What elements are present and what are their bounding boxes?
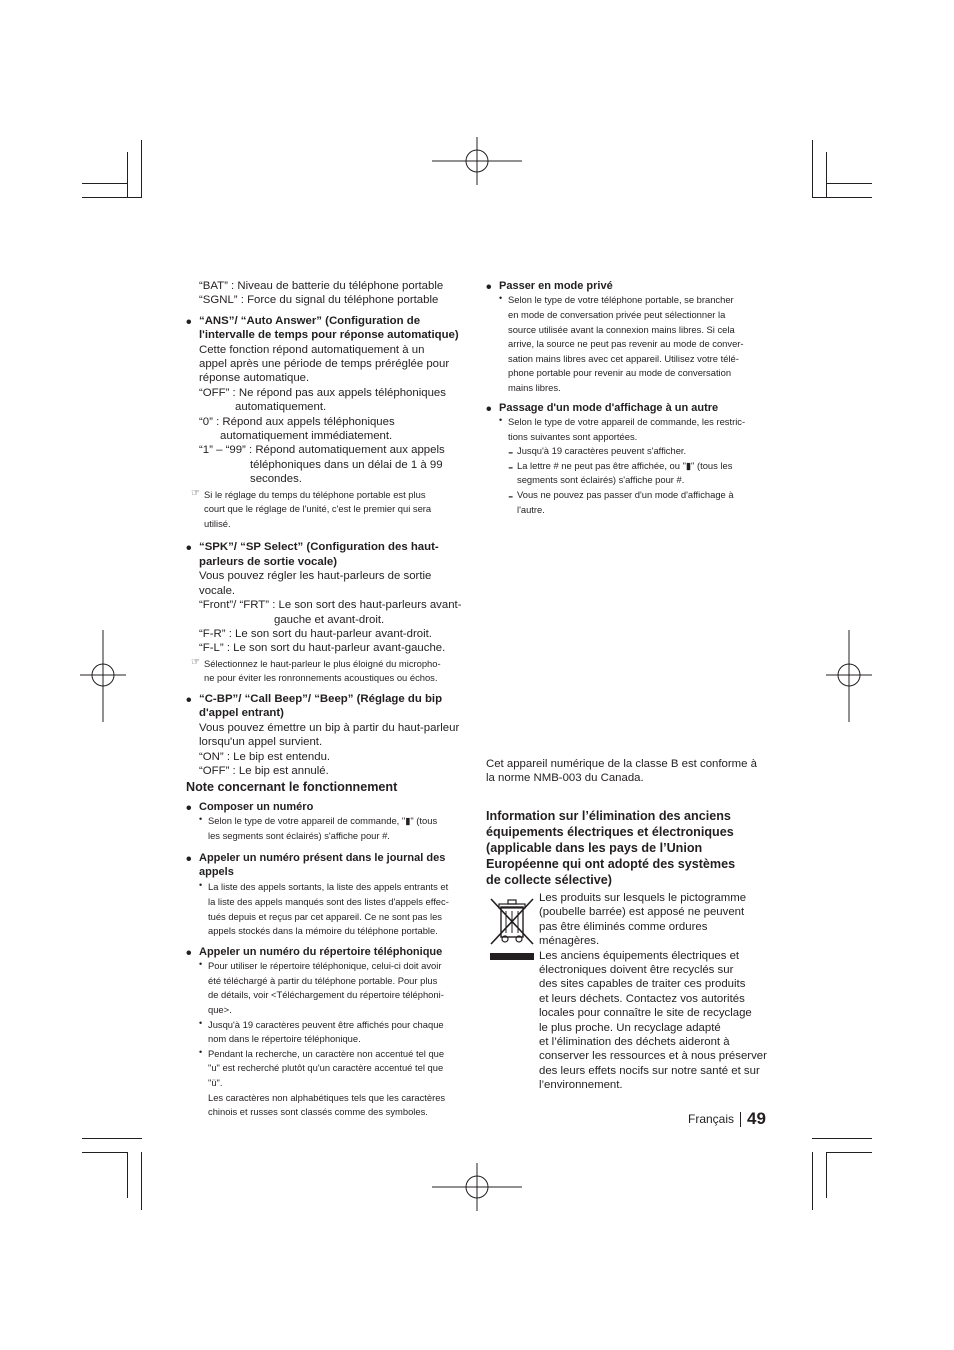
note-heading: Note concernant le fonctionnement — [186, 780, 398, 794]
compose-title: Composer un numéro — [199, 801, 314, 813]
prive-section — [486, 279, 771, 396]
affichage-d1: - Jusqu'à 19 caractères peuvent s'afficher. — [508, 444, 771, 459]
repertoire-item-1-line: été téléchargé à partir du téléphone portable. Pour plus — [208, 974, 438, 986]
journal-title-2: appels — [199, 866, 234, 878]
spk-title: “SPK”/ “SP Select” (Configuration des haut- — [199, 541, 439, 554]
ans-section — [186, 313, 479, 532]
ans-zero-1: “0” : Répond aux appels téléphoniques — [199, 415, 395, 428]
journal-text-4: appels stockés dans la mémoire du téléphone portable. — [208, 925, 438, 937]
repertoire-item-1-line: Pour utiliser le répertoire téléphonique, celui-ci doit avoir — [208, 960, 442, 972]
repertoire-item-2-line: nom dans le répertoire téléphonique. — [208, 1033, 361, 1045]
ans-title-2: l'intervalle de temps pour réponse automatique) — [199, 329, 459, 342]
journal-text: • La liste des appels sortants, la liste des appels entrants et la liste des appels manqués sont des listes d'appels effec- tués depuis et reçus par cet appareil. Ce ne sont pas les appels stockés dans la mémoire du téléphone portable. — [199, 880, 476, 938]
right-column — [486, 279, 771, 517]
repertoire-item-1: • Pour utiliser le répertoire téléphonique, celui-ci doit avoir été téléchargé à partir du téléphone portable. Pour plus de détails, voir <Téléchargement du répertoire téléphoni- que>. — [199, 959, 476, 1017]
operation-notes — [186, 779, 476, 1120]
weee-line: pas être éliminés comme ordures — [539, 920, 708, 933]
prive-line: en mode de conversation privée peut sélectionner la — [508, 309, 726, 320]
affichage-d3-line: Vous ne pouvez pas passer d'un mode d'affichage à — [517, 488, 734, 500]
repertoire-item-3-line: Pendant la recherche, un caractère non accentué tel que — [208, 1047, 445, 1059]
compose-text-1: Selon le type de votre appareil de commande, "▮" (tous — [208, 815, 438, 827]
cbp-section — [186, 691, 479, 778]
cbp-desc-2: lorsqu'un appel survient. — [199, 736, 323, 749]
weee-line: et leurs déchets. Contactez vos autorités — [539, 992, 745, 1005]
affichage-d2-line: segments sont éclairés) s'affiche pour #. — [517, 474, 685, 486]
cbp-title-2: d'appel entrant) — [199, 707, 284, 720]
repertoire-extra-line: Les caractères non alphabétiques tels que les caractères — [208, 1091, 446, 1103]
repertoire-item-3: • Pendant la recherche, un caractère non accentué tel que "u" est recherché plutôt qu'un caractère accentué tel que "ü". Les caractères non alphabétiques tels que les caractères chinois et russes sont classés comme des symboles. — [199, 1047, 476, 1120]
journal-text-2: la liste des appels manqués sont des listes d'appels effec- — [208, 896, 449, 907]
compose-text-2: les segments sont éclairés) s'affiche pour #. — [208, 830, 390, 841]
prive-line: sation mains libres avec cet appareil. Utilisez votre télé- — [508, 352, 739, 364]
repertoire-item-1-line: de détails, voir <Téléchargement du répertoire téléphoni- — [208, 989, 444, 1001]
repertoire-item-1-line: que>. — [208, 1003, 232, 1015]
bullet: • — [486, 400, 492, 418]
weee-line: des sites capables de traiter ces produits — [539, 978, 746, 991]
ans-desc-1: Cette fonction répond automatiquement à un — [199, 343, 425, 356]
weee-line: Les anciens équipements électriques et — [539, 949, 740, 962]
bullet: • — [186, 800, 192, 817]
repertoire-item-3-line: "u" est recherché plutôt qu'un caractère accentué tel que — [208, 1062, 444, 1074]
ans-off-1: “OFF” : Ne répond pas aux appels téléphoniques — [199, 386, 446, 399]
weee-line: électroniques doivent être recyclés sur — [539, 964, 734, 977]
ans-desc-3: réponse automatique. — [199, 372, 310, 385]
journal-text-1: La liste des appels sortants, la liste des appels entrants et — [208, 881, 449, 893]
weee-line: l’environnement. — [539, 1079, 623, 1092]
bullet: • — [486, 279, 492, 296]
weee-line: des leurs effets nocifs sur notre santé et sur — [539, 1064, 760, 1077]
spk-front-1: “Front”/ “FRT” : Le son sort des haut-parleurs avant- — [199, 599, 462, 612]
weee-line: et l’élimination des déchets aideront à — [539, 1036, 730, 1049]
status-sgnl: “SGNL” : Force du signal du téléphone portable — [199, 294, 439, 307]
cbp-desc-3: “ON” : Le bip est entendu. — [199, 750, 331, 763]
ans-range-1: “1” – “99” : Répond automatiquement aux appels — [199, 444, 445, 457]
bullet: • — [186, 691, 192, 709]
ans-range-3: secondes. — [250, 473, 302, 486]
weee-line: conserver les ressources et à nous préserver — [539, 1050, 767, 1063]
affichage-line: tions suivantes sont apportées. — [508, 430, 638, 442]
bullet: • — [186, 850, 192, 868]
journal-text-3: tués depuis et reçus par cet appareil. Ce ne sont pas les — [208, 910, 442, 922]
weee-heading-1: Information sur l’élimination des anciens — [486, 809, 731, 823]
affichage-d1-line: Jusqu'à 19 caractères peuvent s'afficher. — [517, 445, 687, 457]
bullet: • — [186, 540, 192, 558]
weee-line: Les produits sur lesquels le pictogramme — [539, 892, 747, 904]
ans-desc-2: appel après une période de temps préréglée pour — [199, 358, 450, 371]
ans-note-2: court que le réglage de l'unité, c'est le premier qui sera — [204, 503, 432, 515]
repertoire-item-2: • Jusqu'à 19 caractères peuvent être affichés pour chaque nom dans le répertoire téléphonique. — [199, 1018, 476, 1047]
affichage-d3-line: l'autre. — [517, 503, 545, 515]
spk-note-1: Sélectionnez le haut-parleur le plus éloigné du micropho- — [204, 657, 441, 669]
weee-heading-2: équipements électriques et électroniques — [486, 825, 734, 839]
footer-divider — [740, 1112, 741, 1127]
repertoire-title: Appeler un numéro du répertoire téléphonique — [199, 945, 443, 958]
ans-note-3: utilisé. — [204, 517, 231, 529]
journal-title: Appeler un numéro présent dans le journal des — [199, 851, 446, 864]
weee-text — [539, 891, 774, 1093]
compose-text: • Selon le type de votre appareil de commande, "▮" (tous les segments sont éclairés) s'affiche pour #. — [199, 814, 476, 843]
prive-text: • Selon le type de votre téléphone portable, se brancher en mode de conversation privée peut sélectionner la source utilisée avant la connexion mains libres. Si cela arrive, la source ne peut pas revenir au mode de conver- sation mains libres avec cet appareil. Utilisez votre télé- phone portable pour revenir au mode de conversation mains libres. — [499, 293, 771, 395]
bullet: • — [186, 313, 192, 331]
prive-title: Passer en mode privé — [499, 280, 613, 292]
weee-heading-3: (applicable dans les pays de l’Union — [486, 841, 703, 855]
registration-mark-bottom — [430, 1163, 524, 1211]
canada-line-2: la norme NMB-003 du Canada. — [486, 772, 644, 785]
affichage-section — [486, 401, 771, 518]
prive-line: phone portable pour revenir au mode de conversation — [508, 367, 732, 379]
registration-mark-left — [80, 630, 126, 722]
affichage-d3: - Vous ne pouvez pas passer d'un mode d'affichage à l'autre. — [508, 488, 771, 517]
affichage-line: Selon le type de votre appareil de commande, les restric- — [508, 415, 746, 427]
canada-notice — [486, 757, 771, 786]
ans-range-2: téléphoniques dans un délai de 1 à 99 — [250, 458, 443, 471]
weee-line: locales pour connaître le site de recyclage — [539, 1007, 752, 1020]
weee-line: (poubelle barrée) est apposé ne peuvent — [539, 906, 745, 919]
prive-line: arrive, la source ne peut pas revenir au mode de conver- — [508, 338, 744, 350]
footer-language: Français — [688, 1112, 735, 1126]
left-column — [186, 279, 479, 778]
spk-desc-2: vocale. — [199, 584, 236, 597]
weee-line: le plus proche. Un recyclage adapté — [539, 1021, 721, 1034]
repertoire-extra-line: chinois et russes sont classés comme des symboles. — [208, 1106, 428, 1118]
spk-fl: “F-L” : Le son sort du haut-parleur avant-gauche. — [199, 642, 446, 655]
spk-fr: “F-R” : Le son sort du haut-parleur avant-droit. — [199, 627, 432, 640]
ans-note — [191, 487, 479, 532]
prive-line: source utilisée avant la connexion mains libres. Si cela — [508, 323, 735, 335]
affichage-title: Passage d'un mode d'affichage à un autre — [499, 401, 719, 414]
cbp-desc-1: Vous pouvez émettre un bip à partir du haut-parleur — [199, 721, 460, 734]
affichage-d2: - La lettre # ne peut pas être affichée, ou "▮" (tous les segments sont éclairés) s'affiche pour #. — [508, 459, 771, 488]
prive-line: Selon le type de votre téléphone portable, se brancher — [508, 294, 734, 306]
weee-line: ménagères. — [539, 935, 600, 948]
ans-note-1: Si le réglage du temps du téléphone portable est plus — [204, 488, 426, 500]
affichage-text: • Selon le type de votre appareil de commande, les restric- tions suivantes sont apportées. - Jusqu'à 19 caractères peuvent s'afficher. - La lettre # ne peut pas être affichée, ou "▮" (tous les segments sont éclairés) s'affiche pour #. - Vous ne pouvez pas passer d'un mode d'affichage à l'autre. — [499, 415, 771, 517]
registration-mark-right — [826, 630, 872, 722]
weee-heading-4: Européenne qui ont adopté des systèmes — [486, 857, 736, 871]
spk-desc-1: Vous pouvez régler les haut-parleurs de sortie — [199, 570, 432, 583]
prive-line: mains libres. — [508, 381, 561, 393]
ans-title: “ANS”/ “Auto Answer” (Configuration de — [199, 314, 421, 327]
journal-section — [186, 851, 476, 939]
page-number: 49 — [747, 1109, 766, 1128]
note-hand-icon: ☞ — [191, 656, 200, 668]
spk-note — [191, 656, 479, 686]
compose-section — [186, 800, 476, 844]
weee-heading — [486, 808, 771, 888]
spk-front-2: gauche et avant-droit. — [274, 613, 385, 626]
spk-section — [186, 540, 479, 685]
repertoire-section — [186, 945, 476, 1120]
affichage-d2-line: La lettre # ne peut pas être affichée, ou "▮" (tous les — [517, 459, 733, 471]
spk-title-2: parleurs de sortie vocale) — [199, 555, 338, 568]
repertoire-item-3-line: "ü". — [208, 1076, 223, 1088]
status-bat: “BAT” : Niveau de batterie du téléphone portable — [199, 280, 444, 292]
repertoire-item-2-line: Jusqu'à 19 caractères peuvent être affichés pour chaque — [208, 1018, 444, 1030]
cbp-title: “C-BP”/ “Call Beep”/ “Beep” (Réglage du bip — [199, 692, 443, 705]
ans-off-2: automatiquement. — [235, 401, 327, 414]
canada-line-1: Cet appareil numérique de la classe B est conforme à — [486, 758, 757, 770]
crossed-out-wheelie-bin-icon — [488, 894, 536, 962]
weee-heading-5: de collecte sélective) — [486, 873, 613, 887]
note-hand-icon: ☞ — [191, 487, 200, 499]
bullet: • — [186, 944, 192, 962]
spk-note-2: ne pour éviter les ronronnements acoustiques ou échos. — [204, 672, 438, 684]
cbp-desc-4: “OFF” : Le bip est annulé. — [199, 764, 329, 777]
registration-mark-top — [430, 137, 524, 185]
ans-zero-2: automatiquement immédiatement. — [220, 430, 393, 443]
